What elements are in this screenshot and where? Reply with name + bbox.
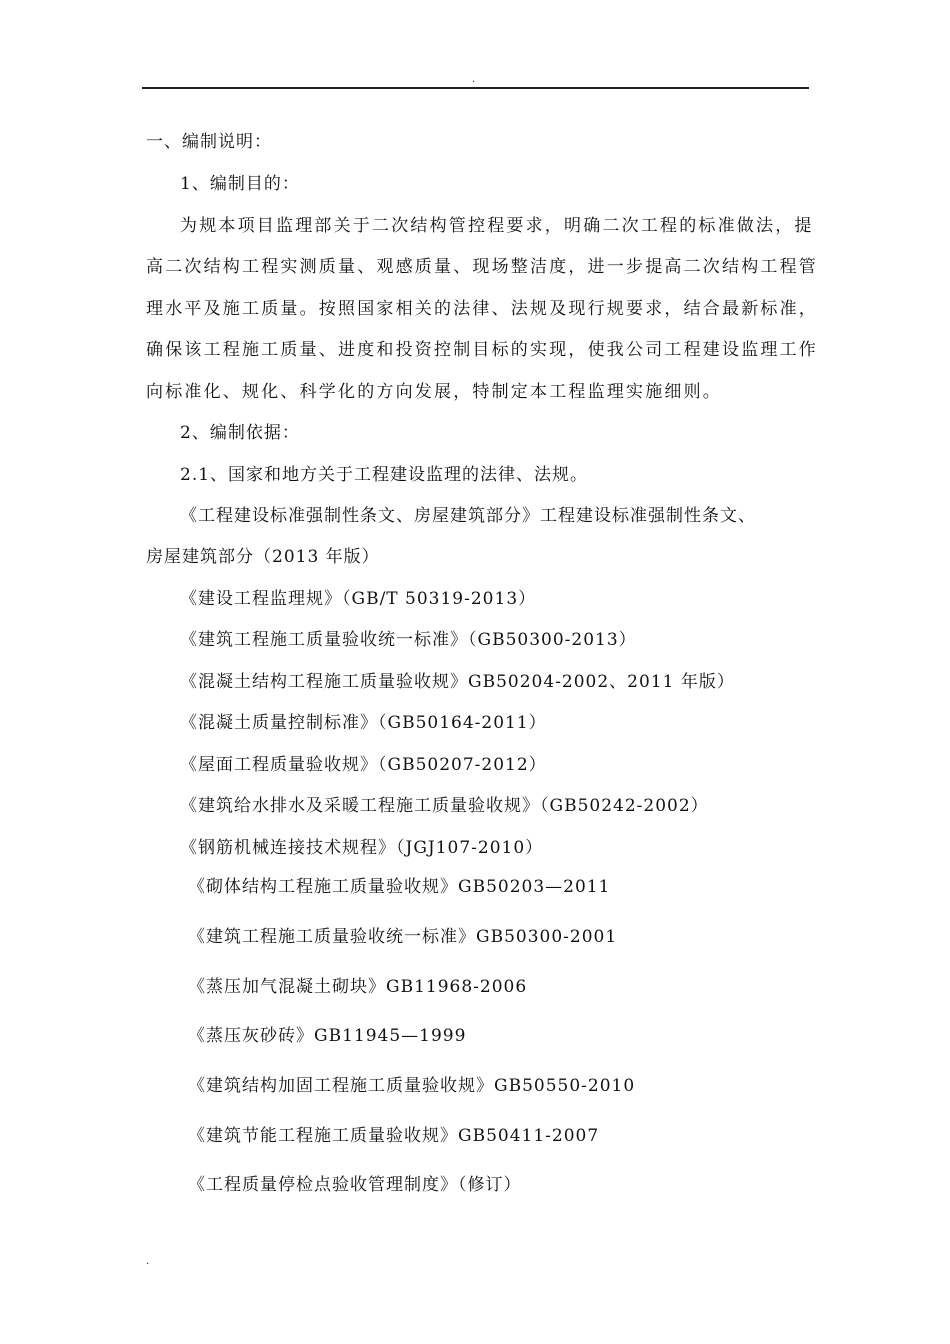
header-rule (142, 87, 809, 89)
basis-item: 《建筑工程施工质量验收统一标准》GB50300-2001 (188, 927, 618, 947)
section1-title: 1、编制目的： (180, 174, 300, 194)
basis-item: 《工程质量停检点验收管理制度》（修订） (188, 1175, 522, 1195)
section21-title: 2.1、国家和地方关于工程建设监理的法律、法规。 (180, 465, 589, 485)
basis-item: 《建设工程监理规》（GB/T 50319-2013） (180, 589, 537, 609)
basis-item: 《蒸压加气混凝土砌块》GB11968-2006 (188, 977, 528, 997)
section2-title: 2、编制依据： (180, 423, 300, 443)
basis-item: 《砌体结构工程施工质量验收规》GB50203—2011 (188, 877, 611, 897)
purpose-line: 高二次结构工程实测质量、观感质量、现场整洁度，进一步提高二次结构工程管 (146, 257, 818, 277)
basis-item: 《建筑结构加固工程施工质量验收规》GB50550-2010 (188, 1076, 636, 1096)
section-heading: 一、编制说明： (146, 132, 272, 152)
basis-item: 《建筑节能工程施工质量验收规》GB50411-2007 (188, 1126, 600, 1146)
purpose-line: 为规本项目监理部关于二次结构管控程要求，明确二次工程的标准做法，提 (180, 216, 814, 236)
basis-item: 《屋面工程质量验收规》（GB50207-2012） (180, 755, 547, 775)
purpose-line: 理水平及施工质量。按照国家相关的法律、法规及现行规要求，结合最新标准， (146, 299, 818, 319)
basis-item: 《混凝土结构工程施工质量验收规》GB50204-2002、2011 年版） (180, 672, 735, 692)
purpose-line: 确保该工程施工质量、进度和投资控制目标的实现，使我公司工程建设监理工作 (146, 340, 818, 360)
basis-item: 《建筑给水排水及采暖工程施工质量验收规》（GB50242-2002） (180, 796, 709, 816)
purpose-line: 向标准化、规化、科学化的方向发展，特制定本工程监理实施细则。 (146, 382, 722, 402)
basis-item: 《蒸压灰砂砖》GB11945—1999 (188, 1026, 467, 1046)
footer-mark: . (146, 1256, 150, 1267)
basis-item: 《混凝土质量控制标准》（GB50164-2011） (180, 713, 547, 733)
basis-item: 《钢筋机械连接技术规程》（JGJ107-2010） (180, 838, 544, 858)
basis-item: 房屋建筑部分（2013 年版） (146, 547, 380, 567)
basis-item: 《建筑工程施工质量验收统一标准》（GB50300-2013） (180, 630, 637, 650)
header-mark: . (472, 74, 476, 85)
basis-item: 《工程建设标准强制性条文、房屋建筑部分》工程建设标准强制性条文、 (180, 506, 756, 526)
